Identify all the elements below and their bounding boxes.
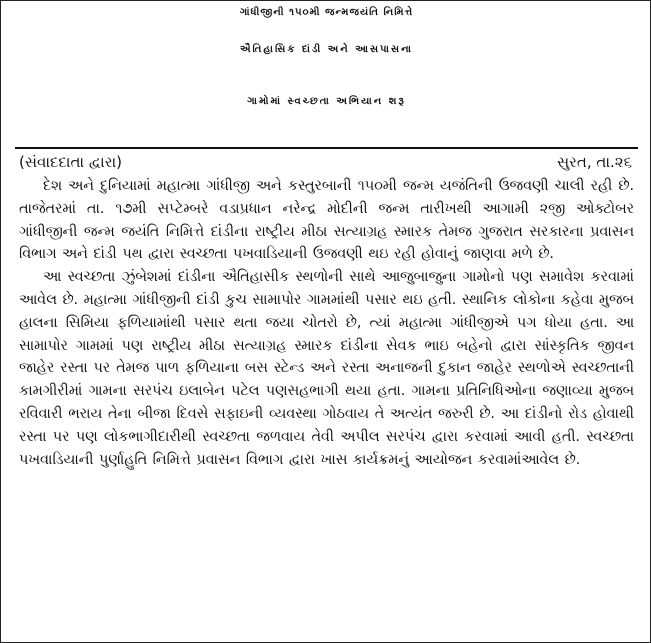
byline-dateline: સુરત, તા.૨૬ — [557, 153, 632, 171]
kicker-line: ગાંધીજીની ૧૫૦મી જન્મજયંતિ નિમિત્તે — [239, 7, 414, 18]
headline-line-1: ઐતિહાસિક દાંડી અને આસપાસના — [239, 44, 413, 55]
article-paragraph-1: દેશ અને દુનિયામાં મહાત્મા ગાંધીજી અને કસ્તુરબાની ૧૫૦મી જન્મ યજંતિની ઉજવણી ચાલી રહી છે. તાજેતરમાં તા. ૧૭મી સપ્ટેમ્બરે વડાપ્રધાન નરેન્દ્ર મોદીની જન્મ તારીખથી આગામી ૨જી ઓક્ટોબર ગાંધીજીની જન્મ જયંતિ નિમિત્તે દાંડીના રાષ્ટ્રીય મીઠા સત્યાગ્રહ સ્મારક તેમજ ગુજરાત સરકારના પ્રવાસન વિભાગ અને દાંડી પથ દ્વારા સ્વચ્છતા પખવાડિયાની ઉજવણી થઇ રહી હોવાનું જાણવા મળે છે. — [19, 178, 634, 263]
article-paragraph-2: આ સ્વચ્છતા ઝુંબેશમાં દાંડીના ઐતિહાસીક સ્થળોની સાથે આજુબાજુના ગામોનો પણ સમાવેશ કરવામાં આવેલ છે. મહાત્મા ગાંધીજીની દાંડી કુચ સામાપોર ગામમાંથી પસાર થઇ હતી. સ્થાનિક લોકોના કહેવા મુજબ હાલના સિમિયા ફળિયામાંથી પસાર થતા જયા ચોતરો છે, ત્યાં મહાત્મા ગાંધીજીએ પગ ધોયા હતા. આ સામાપોર ગામમાં પણ રાષ્ટ્રીય મીઠા સત્યાગ્રહ સ્મારક દાંડીના સેવક ભાઇ બહેનો દ્વારા સાંસ્કૃતિક જીવન જાહેર રસ્તા પર તેમજ પાળ ફળિયાના બસ સ્ટેન્ડ અને રસ્તા અનાજની દુકાન જાહેર સ્થળોએ સ્વચ્છતાની કામગીરીમાં ગામના સરપંચ ઇલાબેન પટેલ પણસહભાગી થયા હતા. ગામના પ્રતિનિધિઓના જણાવ્યા મુજબ રવિવારી ભરાય તેના બીજા દિવસે સફાઇની વ્યવસ્થા ગોઠવાય તે અત્યંત જરુરી છે. આ દાંડીનો રોડ હોવાથી રસ્તા પર પણ લોકભાગીદારીથી સ્વચ્છતા જળવાય તેવી અપીલ સરપંચ દ્વારા કરવામાં આવી હતી. સ્વચ્છતા પખવાડિયાની પુર્ણાહુતિ નિમિત્તે પ્રવાસન વિભાગ દ્વારા ખાસ કાર્યક્રમનું આયોજન કરવામાંઆવેલ છે. — [19, 269, 635, 468]
byline-source: (સંવાદદાતા દ્વારા) — [19, 153, 123, 171]
article-body — [19, 175, 634, 471]
headline-line-2: ગામોમાં સ્વચ્છતા અભિયાન શરૂ — [247, 96, 406, 107]
headline-divider — [15, 147, 638, 149]
